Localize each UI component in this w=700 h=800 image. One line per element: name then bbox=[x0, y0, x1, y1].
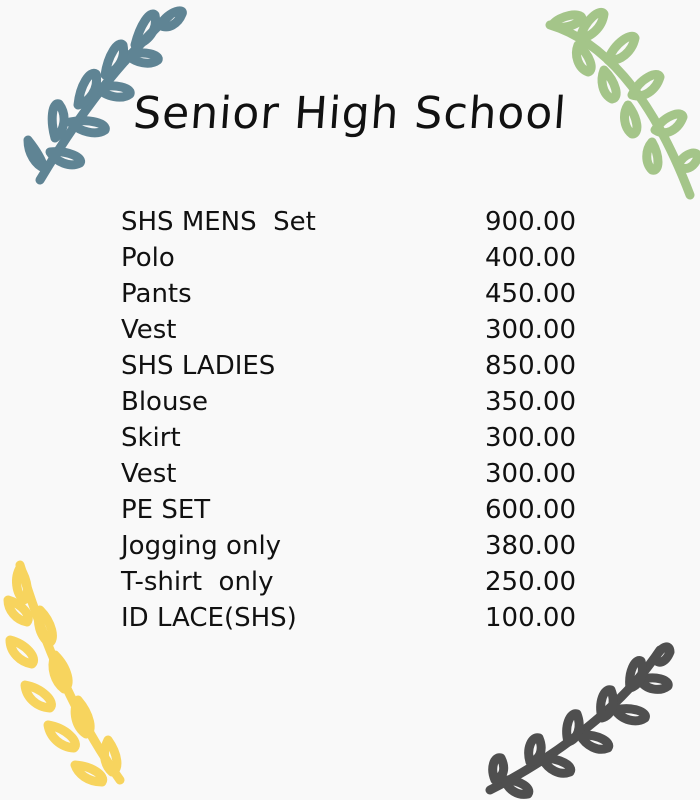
price-list bbox=[121, 204, 576, 636]
list-item bbox=[121, 312, 576, 348]
item-name: SHS MENS Set bbox=[121, 207, 316, 237]
list-item bbox=[121, 492, 576, 528]
item-price: 380.00 bbox=[485, 531, 576, 561]
item-price: 900.00 bbox=[485, 207, 576, 237]
list-item bbox=[121, 240, 576, 276]
item-price: 400.00 bbox=[485, 243, 576, 273]
item-name: Pants bbox=[121, 279, 192, 309]
page-title: Senior High School bbox=[131, 88, 569, 139]
item-name: SHS LADIES bbox=[121, 351, 276, 381]
list-item bbox=[121, 348, 576, 384]
item-price: 100.00 bbox=[485, 603, 576, 633]
list-item bbox=[121, 276, 576, 312]
item-price: 300.00 bbox=[485, 315, 576, 345]
item-name: Jogging only bbox=[121, 531, 282, 561]
item-name: Blouse bbox=[121, 387, 208, 417]
list-item bbox=[121, 384, 576, 420]
item-name: Skirt bbox=[121, 423, 181, 453]
list-item bbox=[121, 528, 576, 564]
list-item bbox=[121, 600, 576, 636]
leaf-branch-icon-bottom-left bbox=[0, 560, 140, 790]
item-name: Polo bbox=[121, 243, 175, 273]
item-price: 350.00 bbox=[485, 387, 576, 417]
item-price: 600.00 bbox=[485, 495, 576, 525]
list-item bbox=[121, 456, 576, 492]
item-price: 300.00 bbox=[485, 423, 576, 453]
item-name: Vest bbox=[121, 315, 177, 345]
item-name: PE SET bbox=[121, 495, 211, 525]
item-name: Vest bbox=[121, 459, 177, 489]
item-name: ID LACE(SHS) bbox=[121, 603, 297, 633]
leaf-branch-icon-bottom-right bbox=[480, 640, 680, 800]
list-item bbox=[121, 420, 576, 456]
list-item bbox=[121, 564, 576, 600]
item-name: T-shirt only bbox=[121, 567, 274, 597]
item-price: 250.00 bbox=[485, 567, 576, 597]
item-price: 300.00 bbox=[485, 459, 576, 489]
list-item bbox=[121, 204, 576, 240]
item-price: 450.00 bbox=[485, 279, 576, 309]
item-price: 850.00 bbox=[485, 351, 576, 381]
